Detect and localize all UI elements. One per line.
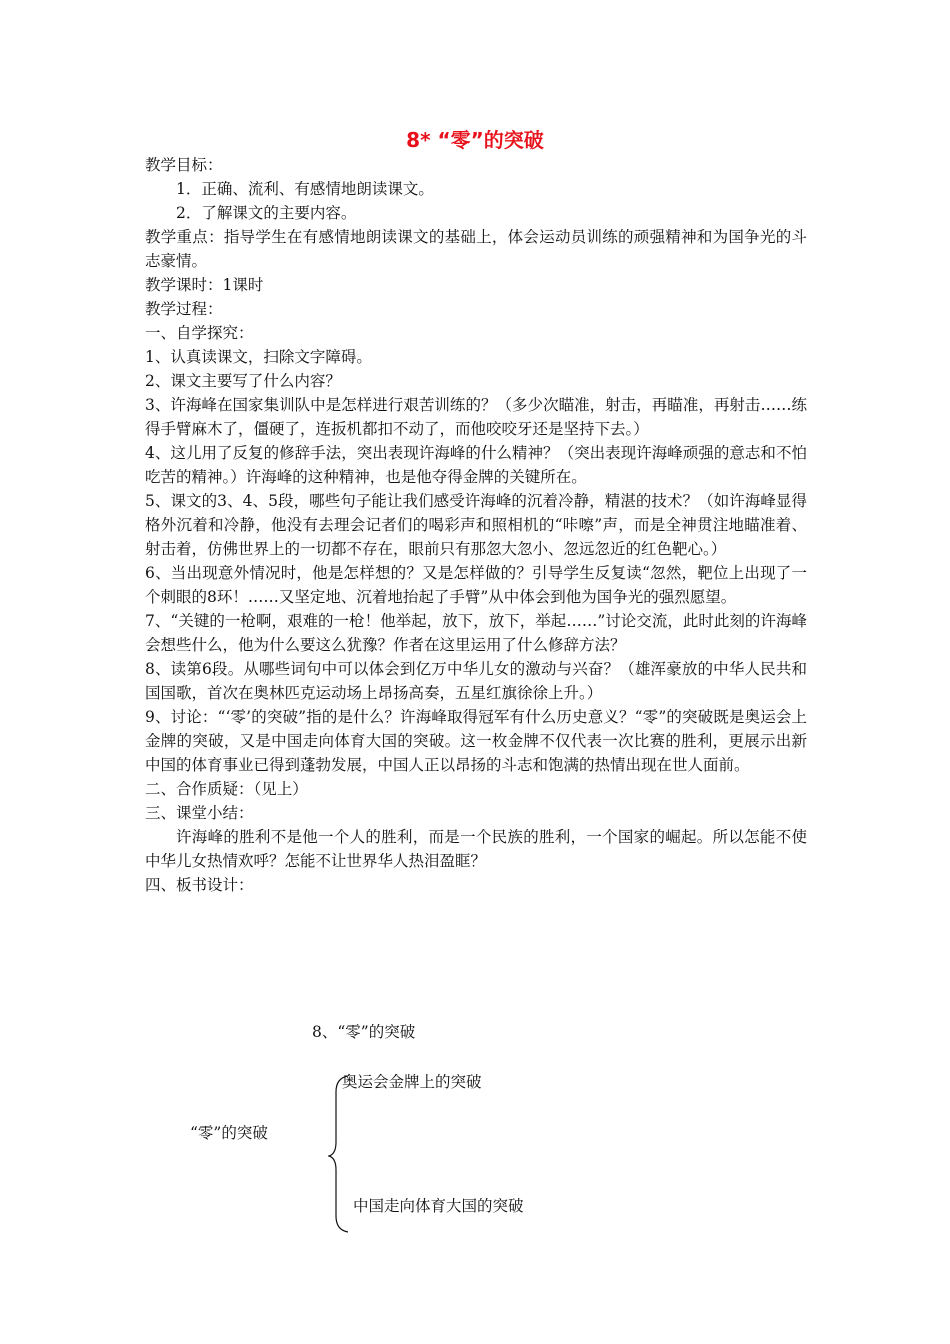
goal-item: 1．正确、流利、有感情地朗读课文。 <box>176 180 434 198</box>
subsection-heading: 二、合作质疑：（见上） <box>145 780 308 798</box>
question-item: 1、认真读课文，扫除文字障碍。 <box>145 348 372 366</box>
section-process: 教学过程： <box>145 300 223 318</box>
lesson-body <box>145 153 807 897</box>
summary-paragraph: 许海峰的胜利不是他一个人的胜利，而是一个民族的胜利，一个国家的崛起。所以怎能不使中华儿女热情欢呼？怎能不让世界华人热泪盈眶？ <box>145 828 807 870</box>
question-item: 7、“关键的一枪啊，艰难的一枪！他举起，放下，放下，举起……”讨论交流，此时此刻的许海峰会想些什么，他为什么要这么犹豫？作者在这里运用了什么修辞方法？ <box>145 612 807 654</box>
question-item: 5、课文的3、4、5段，哪些句子能让我们感受许海峰的沉着冷静，精湛的技术？（如许海峰显得格外沉着和冷静，他没有去理会记者们的喝彩声和照相机的“咔嚓”声，而是全神贯注地瞄准着、射击着，仿佛世界上的一切都不存在，眼前只有那忽大忽小、忽远忽近的红色靶心。） <box>145 492 807 558</box>
subsection-heading: 三、课堂小结： <box>145 804 254 822</box>
board-branch-bottom: 中国走向体育大国的突破 <box>353 1197 524 1215</box>
section-hours: 教学课时：1课时 <box>145 276 264 294</box>
question-item: 3、许海峰在国家集训队中是怎样进行艰苦训练的？（多少次瞄准，射击，再瞄准，再射击……练得手臂麻木了，僵硬了，连扳机都扣不动了，而他咬咬牙还是坚持下去。） <box>145 396 807 438</box>
question-item: 8、读第6段。从哪些词句中可以体会到亿万中华儿女的激动与兴奋？（雄浑豪放的中华人民共和国国歌，首次在奥林匹克运动场上昂扬高奏，五星红旗徐徐上升。） <box>145 660 807 702</box>
section-key-points: 教学重点：指导学生在有感情地朗读课文的基础上，体会运动员训练的顽强精神和为国争光的斗志豪情。 <box>145 228 807 270</box>
question-item: 2、课文主要写了什么内容？ <box>145 372 341 390</box>
board-heading: 8、“零”的突破 <box>312 1023 416 1041</box>
goal-item: 2．了解课文的主要内容。 <box>176 204 357 222</box>
subsection-heading: 一、自学探究： <box>145 324 254 342</box>
question-item: 9、讨论：“‘零’的突破”指的是什么？许海峰取得冠军有什么历史意义？“零”的突破既是奥运会上金牌的突破，又是中国走向体育大国的突破。这一枚金牌不仅代表一次比赛的胜利，更展示出新中国的体育事业已得到蓬勃发展，中国人正以昂扬的斗志和饱满的热情出现在世人面前。 <box>145 708 807 774</box>
section-goals: 教学目标： <box>145 156 223 174</box>
subsection-heading: 四、板书设计： <box>145 876 254 894</box>
brace-icon <box>328 1074 352 1234</box>
question-item: 4、这儿用了反复的修辞手法，突出表现许海峰的什么精神？（突出表现许海峰顽强的意志和不怕吃苦的精神。）许海峰的这种精神，也是他夺得金牌的关键所在。 <box>145 444 807 486</box>
page-title: 8* “零”的突破 <box>406 128 544 152</box>
board-branch-top: 奥运会金牌上的突破 <box>342 1073 482 1091</box>
question-item: 6、当出现意外情况时，他是怎样想的？又是怎样做的？引导学生反复读“忽然，靶位上出现了一个刺眼的8环！……又坚定地、沉着地抬起了手臂”从中体会到他为国争光的强烈愿望。 <box>145 564 807 606</box>
board-center: “零”的突破 <box>190 1124 268 1142</box>
